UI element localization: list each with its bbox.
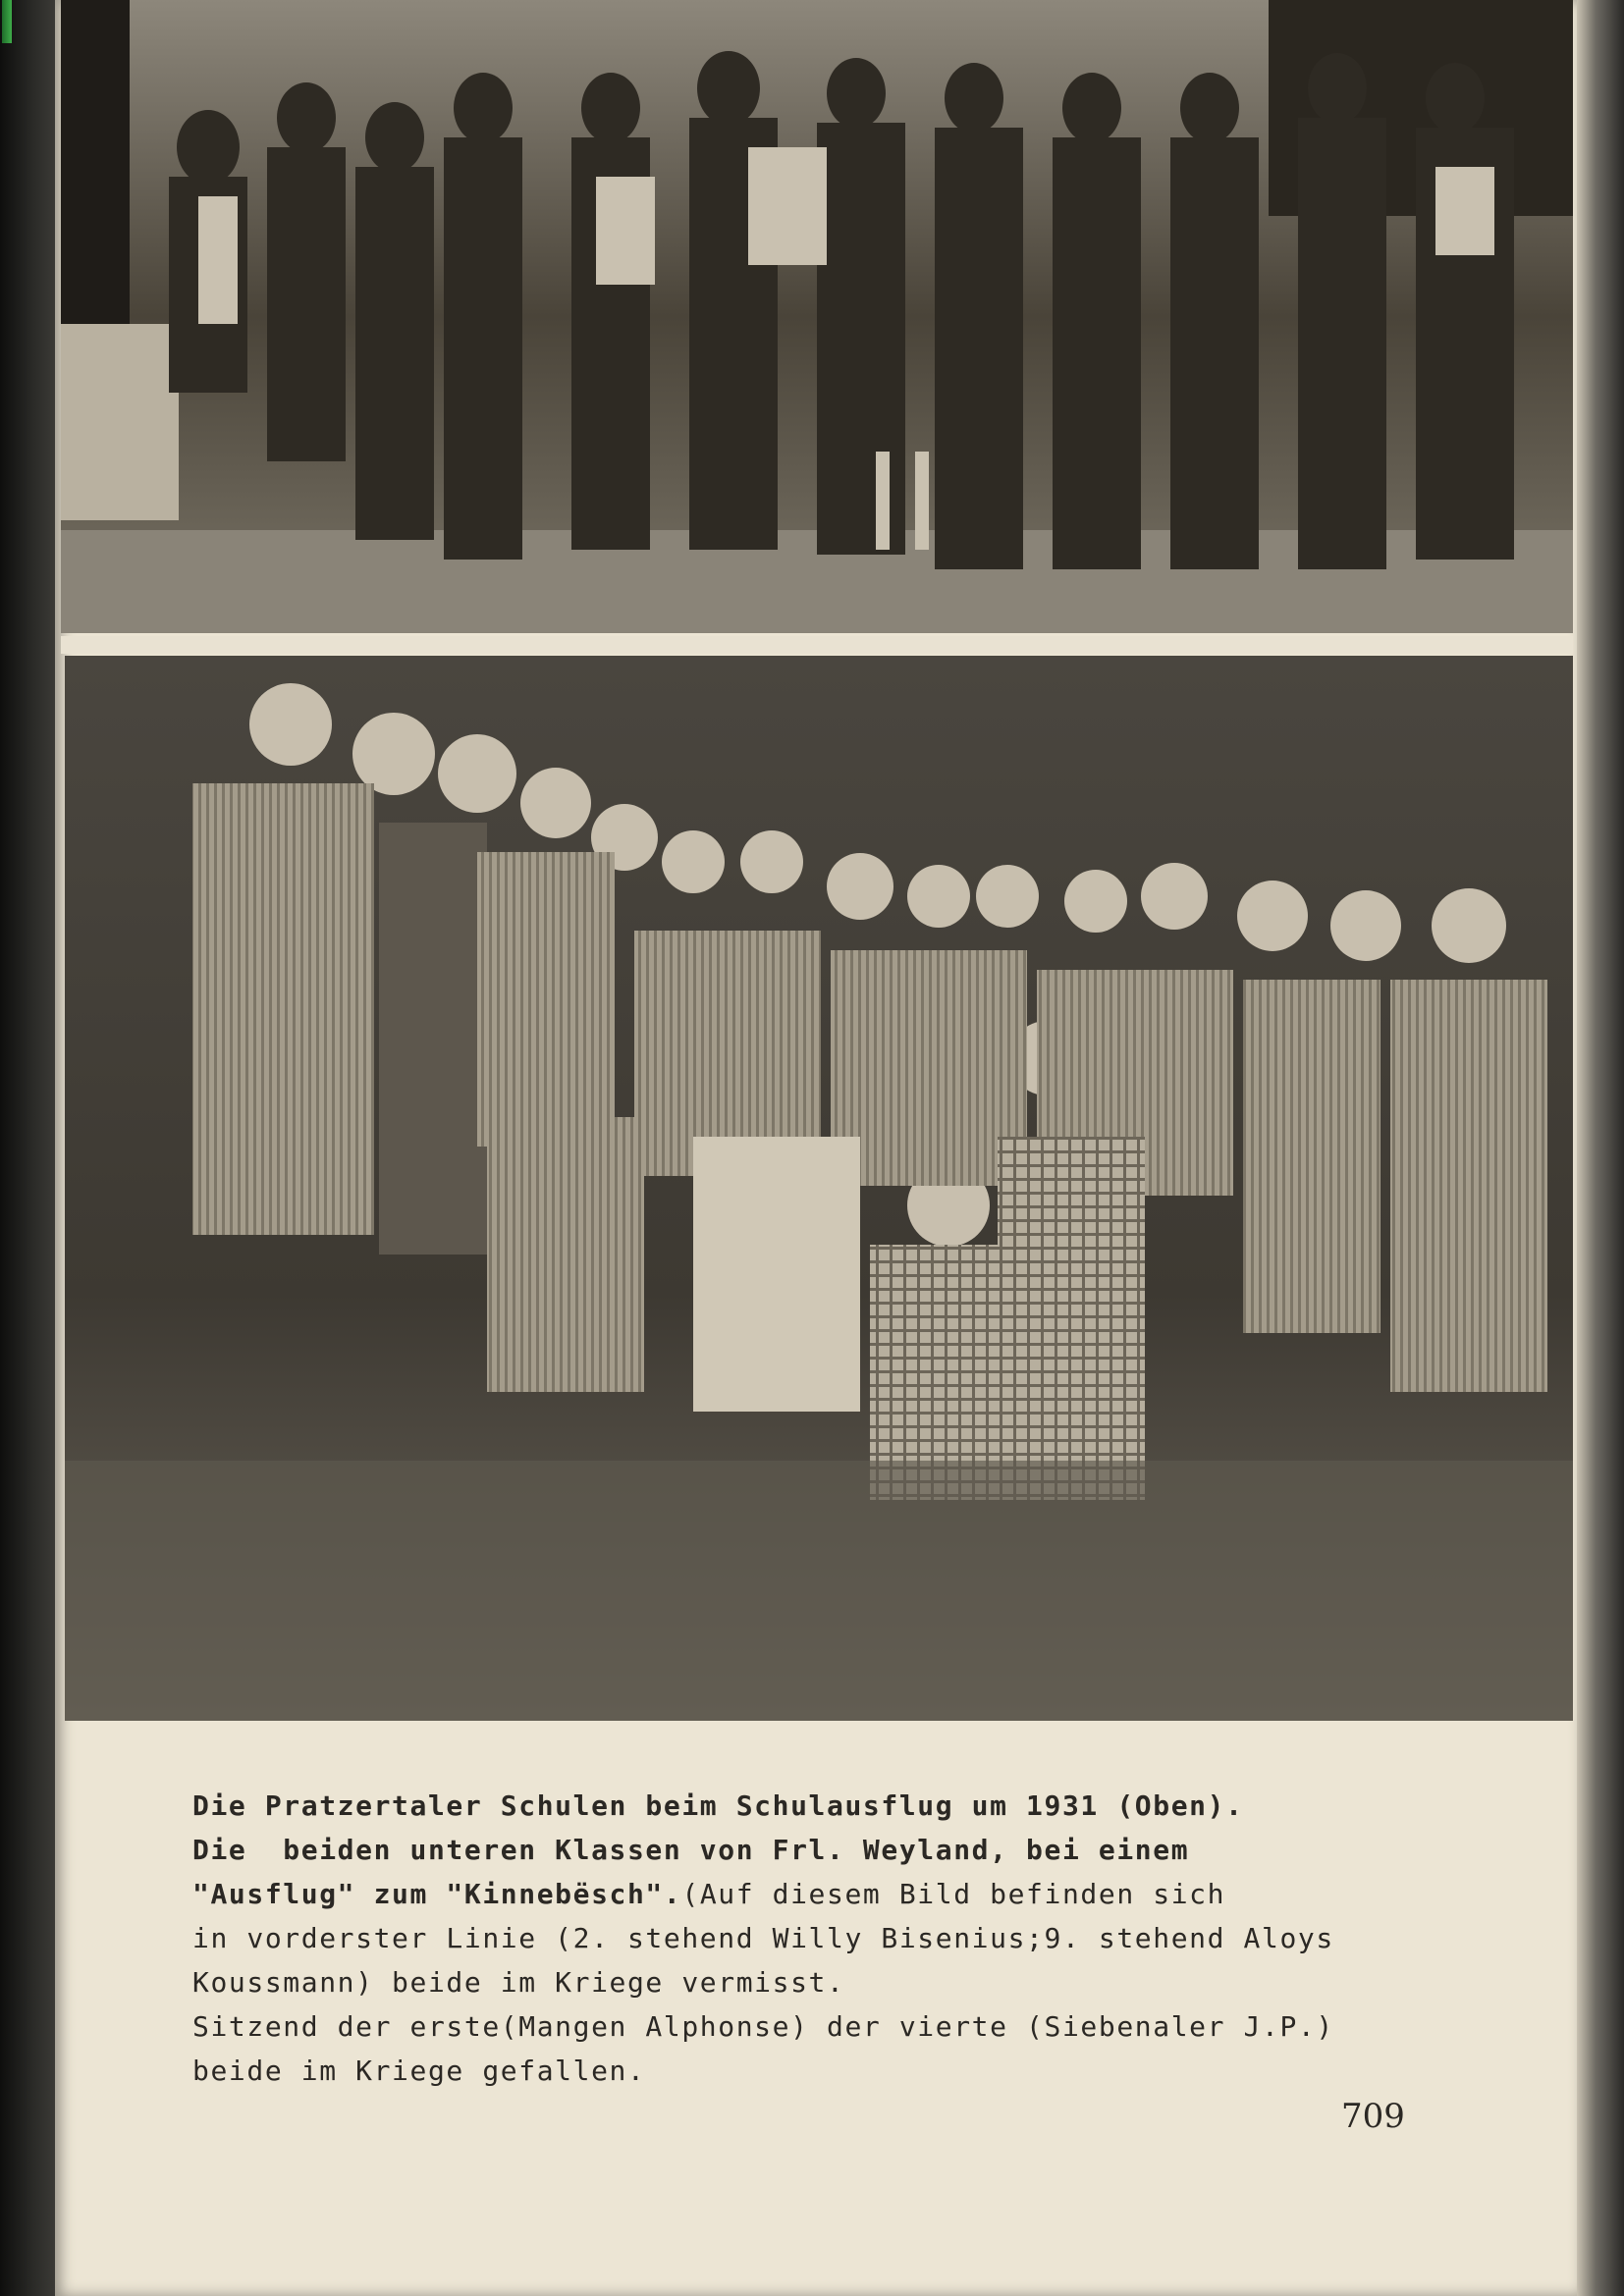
caption-line-7: beide im Kriege gefallen. — [192, 2055, 646, 2087]
photo-caption — [192, 1739, 1469, 2093]
caption-line-4: in vorderster Linie (2. stehend Willy Bisenius;9. stehend Aloys — [192, 1922, 1334, 1954]
kinnebesch-outing-photo-image — [65, 656, 1573, 1721]
caption-line-3-bold: "Ausflug" zum "Kinnebësch". — [192, 1878, 682, 1910]
school-trip-photo-image — [61, 0, 1573, 633]
caption-line-5: Koussmann) beide im Kriege vermisst. — [192, 1966, 845, 1999]
page-edge-shadow — [1577, 0, 1624, 2296]
caption-line-3-rest: (Auf diesem Bild befinden sich — [681, 1878, 1226, 1910]
caption-line-1: Die Pratzertaler Schulen beim Schulausflug um 1931 (Oben). — [192, 1789, 1244, 1822]
green-cover-edge — [2, 0, 12, 43]
top-group-photo — [61, 0, 1573, 633]
page-number: 709 — [1341, 2097, 1405, 2136]
caption-line-6: Sitzend der erste(Mangen Alphonse) der vierte (Siebenaler J.P.) — [192, 2010, 1334, 2043]
book-page — [55, 0, 1577, 2296]
book-spine — [0, 0, 55, 2296]
photo-separator — [61, 636, 1573, 654]
caption-line-2: Die beiden unteren Klassen von Frl. Weyland, bei einem — [192, 1834, 1190, 1866]
bottom-class-photo — [65, 656, 1573, 1721]
